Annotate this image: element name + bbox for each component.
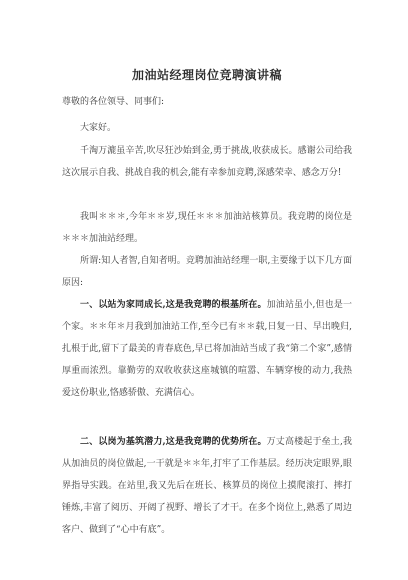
- greeting-line: 尊敬的各位领导、同事们:: [62, 97, 165, 107]
- document-page: [62, 0, 352, 580]
- hello-line: 大家好。: [80, 123, 117, 133]
- paragraph-reason-one: [62, 294, 352, 404]
- document-title: 加油站经理岗位竞聘演讲稿: [131, 68, 282, 82]
- paragraph-reasons-intro: 所谓:知人者智,自知者明。竞聘加油站经理一职,主要缘于以下几方面原因:: [62, 256, 352, 288]
- paragraph-self-intro: 我叫＊＊＊,今年＊＊岁,现任＊＊＊加油站核算员。我竞聘的岗位是＊＊＊加油站经理。: [62, 212, 352, 244]
- paragraph-opening: 千淘万漉虽辛苦,吹尽狂沙始到金,勇于挑战,收获成长。感谢公司给我这次展示自我、挑战自我的机会,能有幸参加竞聘,深感荣幸、感念万分!: [62, 146, 352, 178]
- reason-one-body: 加油站虽小,但也是一个家。＊＊年＊月我到加油站工作,至今已有＊＊载,日复一日、早出晚归,扎根于此,留下了最美的青春底色,早已将加油站当成了我“第二个家”,感情厚重而浓烈。靠勤劳的双收收获这座城镇的喧嚣、车辆穿梭的动力,我热爱这份职业,恪感骄傲、充满信心。: [62, 300, 352, 398]
- reason-two-body: 万丈高楼起于垒土,我从加油员的岗位做起,一干就是＊＊年,打牢了工作基层。经历决定眼界,眼界指导实践。在站里,我又先后在班长、核算员的岗位上摸爬滚打、摔打锤炼,丰富了阅历、开阔了视野、增长了才干。在多个岗位上,熟悉了周边客户、做到了“心中有底”。: [62, 437, 352, 535]
- paragraph-reason-two: [62, 431, 352, 541]
- reason-two-heading: 二、以岗为基筑潜力,这是我竞聘的优势所在。: [80, 437, 267, 447]
- reason-one-heading: 一、以站为家同成长,这是我竞聘的根基所在。: [80, 300, 267, 310]
